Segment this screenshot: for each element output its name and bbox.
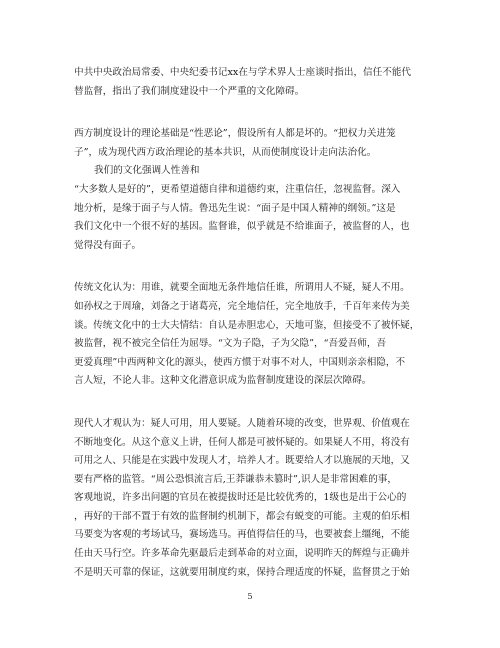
text-line: 我们文化中一个很不好的基因。监督谁，似乎就是不给谁面子，被监督的人，也 (74, 221, 410, 233)
text-line: 不断地变化。从这个意义上讲，任何人都是可被怀疑的。如果疑人不用，将没有 (74, 436, 410, 448)
text-line: 我们的文化强调人性善和 (94, 165, 200, 177)
text-line: 传统文化认为：用谁，就要全面地无条件地信任谁，所谓用人不疑，疑人不用。 (74, 282, 410, 294)
text-line: 替监督，指出了我们制度建设中一个严重的文化障碍。 (74, 85, 305, 97)
text-line: 如孙权之于周瑜，刘备之于诸葛亮，完全地信任，完全地放手，千百年来传为美 (74, 300, 410, 312)
paragraph-2 (74, 125, 430, 162)
text-line: “大多数人是好的”，更希望道德自律和道德约束，注重信任，忽视监督。深入 (74, 183, 401, 195)
page-number: 5 (247, 592, 253, 602)
paragraph-5 (74, 415, 430, 582)
paragraph-1 (74, 64, 430, 101)
text-line: 中共中央政治局常委、中央纪委书记xx在与学术界人士座谈时指出，信任不能代 (74, 67, 412, 78)
text-line: 要有严格的监管。“周公恐惧流言后,王莽谦恭未篡时”,识人是非常困难的事， (74, 473, 397, 485)
text-line: 不是明天可靠的保证，这就要用制度约束，保持合理适度的怀疑，监督贯之于始 (74, 566, 410, 578)
text-line: 马要变为客观的考场试马，赛场选马。再值得信任的马，也要被套上缰绳，不能 (74, 529, 410, 541)
text-line: 可用之人、只能是在实践中发现人才，培养人才。既要给人才以施展的天地，又 (74, 455, 410, 467)
text-line: 客观地说，许多出问题的官员在被提拔时还是比较优秀的，1级也是出于公心的 (74, 492, 407, 504)
text-line: 子”，成为现代西方政治理论的基本共识，从而使制度设计走向法治化。 (74, 146, 377, 158)
text-line: 现代人才观认为：疑人可用，用人要疑。人随着环境的改变，世界观、价值观在 (74, 417, 410, 429)
text-line: 被监督，视不被完全信任为屈辱。“文为子隐，子为父隐”，“吾爱吾师，吾 (74, 338, 387, 350)
paragraph-3 (74, 162, 430, 255)
text-line: 觉得没有面子。 (74, 239, 142, 251)
document-body (74, 64, 430, 582)
text-line: ，再好的干部不置于有效的监督制约机制下，都会有蜕变的可能。主观的伯乐相 (74, 510, 410, 522)
text-line: 言人短，不论人非。这种文化潜意识成为监督制度建设的深层次障碍。 (74, 375, 372, 387)
paragraph-4 (74, 279, 430, 391)
text-line: 任由天马行空。许多革命先驱最后走到革命的对立面，说明昨天的辉煌与正确并 (74, 548, 410, 560)
text-line: 谈。传统文化中的士大夫情结：自认是赤胆忠心，天地可鉴，但接受不了被怀疑， (74, 319, 420, 331)
text-line: 更爱真理”中西两种文化的源头，使西方惯于对事不对人，中国则亲亲相隐，不 (74, 356, 406, 368)
text-line: 地分析，是缘于面子与人情。鲁迅先生说：“面子是中国人精神的纲领。”这是 (74, 202, 396, 214)
text-line: 西方制度设计的理论基础是“性恶论”，假设所有人都是坏的。“把权力关进笼 (74, 128, 396, 140)
